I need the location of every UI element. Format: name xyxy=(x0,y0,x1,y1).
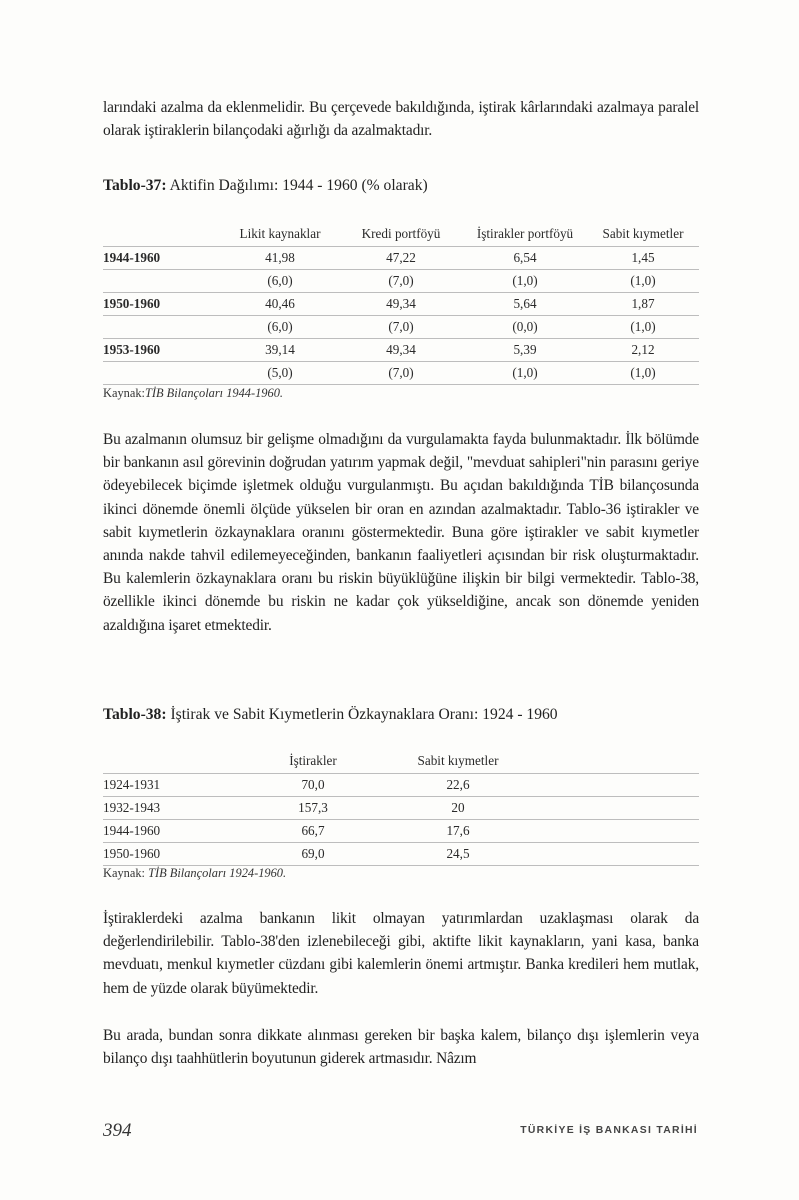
rank-cell: (6,0) xyxy=(221,270,339,293)
table-37-label: Tablo-37: xyxy=(103,177,167,194)
period-cell: 1944-1960 xyxy=(103,247,221,270)
period-cell: 1924-1931 xyxy=(103,774,243,797)
table-38-header-istirakler: İştirakler xyxy=(243,749,383,774)
value-cell: 20 xyxy=(383,797,533,820)
table-37-header-kredi: Kredi portföyü xyxy=(339,222,463,247)
value-cell: 5,39 xyxy=(463,339,587,362)
value-cell: 1,45 xyxy=(587,247,699,270)
table-37-source xyxy=(103,386,283,401)
period-cell: 1950-1960 xyxy=(103,293,221,316)
table-37-header-row xyxy=(103,222,699,247)
period-cell: 1944-1960 xyxy=(103,820,243,843)
rank-cell: (1,0) xyxy=(587,362,699,385)
table-row-ranks xyxy=(103,270,699,293)
rank-cell: (7,0) xyxy=(339,316,463,339)
paragraph-2: Bu azalmanın olumsuz bir gelişme olmadığını da vurgulamakta fayda bulunmaktadır. İlk bölümde bir bankanın asıl görevinin doğrudan yatırım yapmak değil, "mevduat sahipleri"nin parasını geriye ödeyebilecek biçimde işletmek olduğu vurgulanmıştı. Bu açıdan bakıldığında TİB bilançosunda ikinci dönemde önemli ölçüde yükselen bir oran en azından azalmaktadır. Tablo-36 iştirakler ve sabit kıymetlerin özkaynaklara oranını göstermektedir. Buna göre iştirakler ve sabit kıymetler anında nakde tahvil edilemeyeceğinden, bankanın faaliyetleri açısından bir risk oluşturmaktadır. Bu kalemlerin özkaynaklara oranı bu riskin büyüklüğüne ilişkin bir bilgi vermektedir. Tablo-38, özellikle ikinci dönemde bu riskin ne kadar çok yükseldiğine, ancak son dönemde yeniden azaldığına işaret etmektedir. xyxy=(103,431,699,634)
value-cell: 69,0 xyxy=(243,843,383,866)
value-cell: 5,64 xyxy=(463,293,587,316)
source-label: Kaynak: xyxy=(103,866,149,880)
period-cell: 1950-1960 xyxy=(103,843,243,866)
value-cell: 22,6 xyxy=(383,774,533,797)
table-row xyxy=(103,339,699,362)
value-cell: 2,12 xyxy=(587,339,699,362)
rank-cell: (1,0) xyxy=(587,316,699,339)
value-cell: 66,7 xyxy=(243,820,383,843)
rank-cell: (1,0) xyxy=(463,362,587,385)
table-37-caption xyxy=(103,176,428,196)
table-row xyxy=(103,774,699,797)
table-row xyxy=(103,820,699,843)
rank-cell: (1,0) xyxy=(463,270,587,293)
table-38-header-blank xyxy=(103,749,243,774)
table-row xyxy=(103,843,699,866)
value-cell: 1,87 xyxy=(587,293,699,316)
table-38-source xyxy=(103,866,286,881)
running-head: TÜRKİYE İŞ BANKASI TARİHİ xyxy=(520,1125,698,1136)
table-row xyxy=(103,797,699,820)
source-label: Kaynak: xyxy=(103,386,145,400)
value-cell: 49,34 xyxy=(339,339,463,362)
rank-cell: (0,0) xyxy=(463,316,587,339)
table-37 xyxy=(103,222,699,385)
table-row xyxy=(103,247,699,270)
value-cell: 70,0 xyxy=(243,774,383,797)
table-row-ranks xyxy=(103,316,699,339)
table-38-title: İştirak ve Sabit Kıymetlerin Özkaynaklara Oranı: 1924 - 1960 xyxy=(166,706,558,723)
value-cell: 39,14 xyxy=(221,339,339,362)
table-38-caption xyxy=(103,705,558,725)
value-cell: 24,5 xyxy=(383,843,533,866)
paragraph-3: İştiraklerdeki azalma bankanın likit olmayan yatırımlardan uzaklaşması olarak da değerlendirilebilir. Tablo-38'den izlenebileceği gibi, aktifte likit kaynakların, yani kasa, banka mevduatı, menkul kıymetler cüzdanı gibi kalemlerin önemi artmıştır. Banka kredileri hem mutlak, hem de yüzde olarak büyümektedir. xyxy=(103,910,699,997)
rank-cell: (7,0) xyxy=(339,270,463,293)
rank-cell: (5,0) xyxy=(221,362,339,385)
rank-cell: (7,0) xyxy=(339,362,463,385)
table-37-header-istirakler: İştirakler portföyü xyxy=(463,222,587,247)
value-cell: 40,46 xyxy=(221,293,339,316)
rank-cell: (1,0) xyxy=(587,270,699,293)
value-cell: 41,98 xyxy=(221,247,339,270)
source-text: TİB Bilançoları 1944-1960. xyxy=(144,386,283,400)
table-38-header-row xyxy=(103,749,699,774)
source-text: TİB Bilançoları 1924-1960. xyxy=(148,866,287,880)
value-cell: 17,6 xyxy=(383,820,533,843)
value-cell: 6,54 xyxy=(463,247,587,270)
value-cell: 157,3 xyxy=(243,797,383,820)
rank-cell: (6,0) xyxy=(221,316,339,339)
table-row xyxy=(103,293,699,316)
value-cell: 49,34 xyxy=(339,293,463,316)
page-number: 394 xyxy=(103,1120,132,1141)
table-row-ranks xyxy=(103,362,699,385)
table-37-header-sabit: Sabit kıymetler xyxy=(587,222,699,247)
table-37-title: Aktifin Dağılımı: 1944 - 1960 (% olarak) xyxy=(166,177,428,194)
paragraph-4: Bu arada, bundan sonra dikkate alınması gereken bir başka kalem, bilanço dışı işlemlerin veya bilanço dışı taahhütlerin boyutunun giderek artmasıdır. Nâzım xyxy=(103,1027,699,1068)
value-cell: 47,22 xyxy=(339,247,463,270)
table-38 xyxy=(103,749,699,866)
table-38-header-sabit: Sabit kıymetler xyxy=(383,749,533,774)
table-38-label: Tablo-38: xyxy=(103,706,167,723)
period-cell: 1953-1960 xyxy=(103,339,221,362)
table-37-header-blank xyxy=(103,222,221,247)
period-cell: 1932-1943 xyxy=(103,797,243,820)
table-37-header-likit: Likit kaynaklar xyxy=(221,222,339,247)
paragraph-1: larındaki azalma da eklenmelidir. Bu çerçevede bakıldığında, iştirak kârlarındaki azalmaya paralel olarak iştiraklerin bilançodaki ağırlığı da azalmaktadır. xyxy=(103,99,699,140)
